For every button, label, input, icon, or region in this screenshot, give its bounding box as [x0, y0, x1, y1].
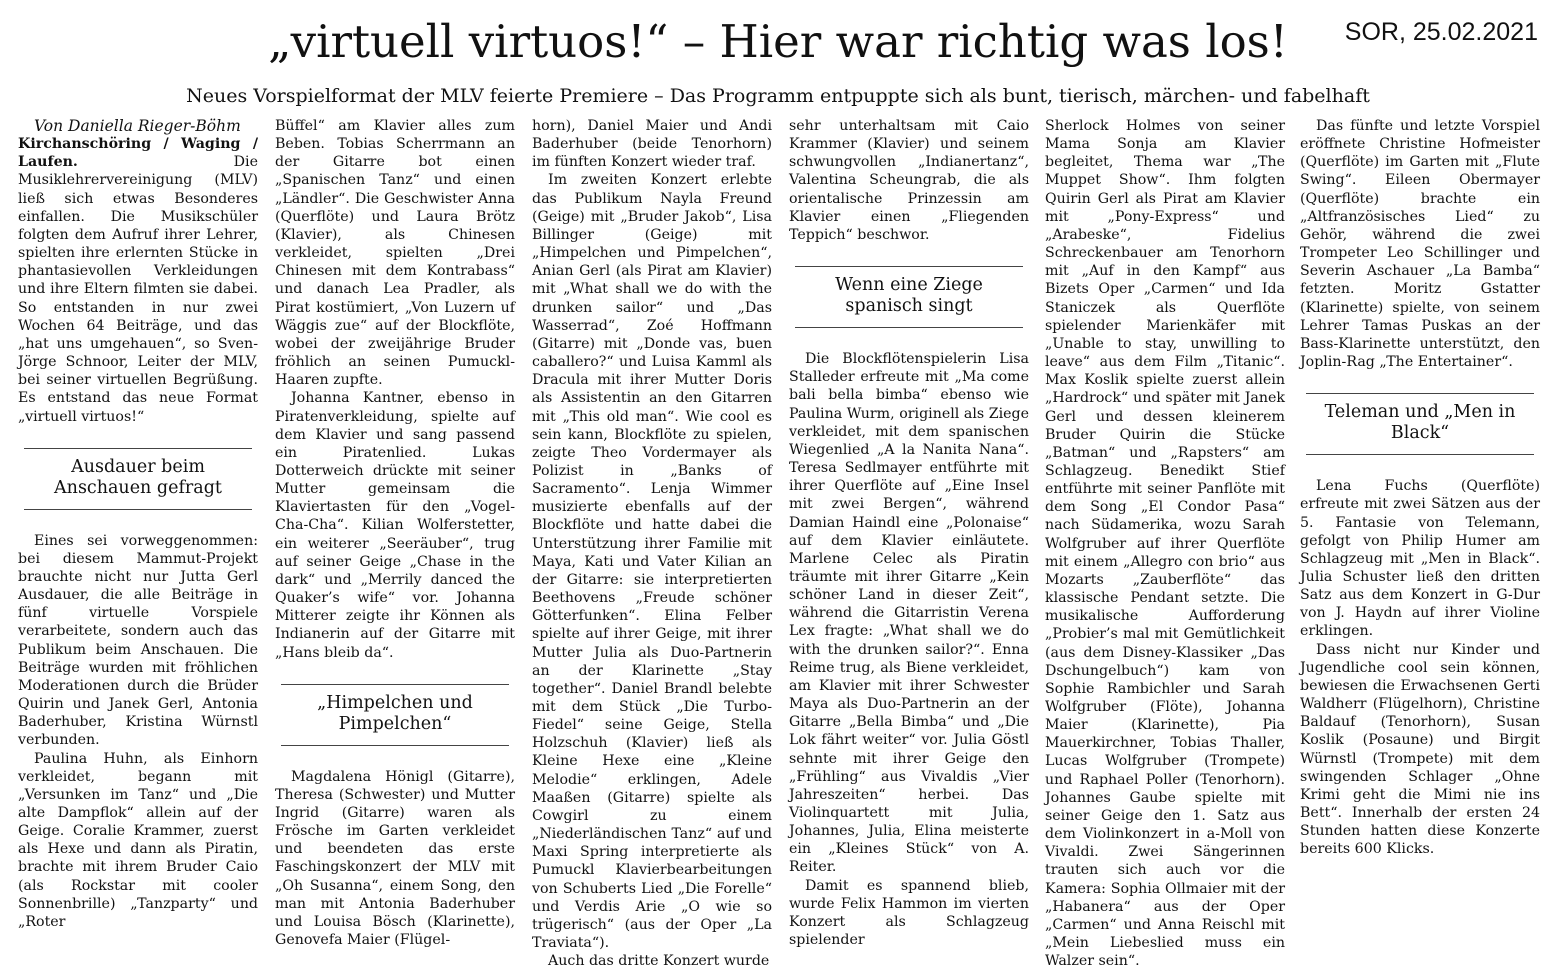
- lead-text: Die Musiklehrervereinigung (MLV) ließ sich etwas Besonderes einfallen. Die Musikschüler folgten dem Aufruf ihrer Lehrer, spielten ihre erlernten Stücke in phantasievollen Verkleidungen und ihre Eltern filmten sie dabei. So entstanden in nur zwei Wochen 64 Beiträge, und das „hat uns umgehauen“, so Sven-Jörge Schnoor, Leiter der MLV, bei seiner virtuellen Begrüßung. Es entstand das neue Format „virtuell virtuos!“: [18, 154, 258, 425]
- paragraph: Auch das dritte Konzert wurde: [548, 953, 770, 970]
- source-date: SOR, 25.02.2021: [1344, 18, 1538, 46]
- paragraph: Das fünfte und letzte Vorspiel eröffnete Christine Hofmeister (Querflöte) im Garten mit „Flute Swing“. Eileen Obermayer (Querflöte) brachte ein „Altfranzösisches Lied“ zu Gehör, während die zwei Trompeter Leo Schillinger und Severin Aschauer „La Bamba“ fetzten. Moritz Gstatter (Klarinette) spielte, von seinem Lehrer Tamas Puskas an der Bass-Klarinette unterstützt, den Joplin-Rag „The Entertainer“.: [1300, 118, 1540, 371]
- column-3: [532, 117, 772, 970]
- subhead-himpelchen: „Himpelchen und Pimpelchen“: [281, 684, 509, 746]
- paragraph: Sherlock Holmes von seiner Mama Sonja am Klavier begleitet, Thema war „The Muppet Show“. Ihm folgten Quirin Gerl als Pirat am Klavier mit „Pony-Express“ und „Arabeske“, Fidelius Schreckenbauer am Tenorhorn mit „Auf in den Kampf“ aus Bizets Oper „Carmen“ und Ida Staniczek als Querflöte spielender Marienkäfer mit „Unable to stay, unwilling to leave“ aus dem Film „Titanic“. Max Koslik spielte zuerst allein „Hardrock“ und später mit Janek Gerl und dessen kleinerem Bruder Quirin die Stücke „Batman“ und „Rapsters“ am Schlagzeug. Benedikt Stief entführte mit seiner Panflöte mit dem Song „El Condor Pasa“ nach Südamerika, wozu Sarah Wolfgruber auf ihrer Querflöte mit einem „Allegro con brio“ aus Mozarts „Zauberflöte“ das klassische Pendant setzte. Die musikalische Aufforderung „Probier’s mal mit Gemütlichkeit (aus dem Disney-Klassiker „Das Dschungelbuch“) kam von Sophie Rambichler und Sarah Wolfgruber (Flöte), Johanna Maier (Klarinette), Pia Mauerkirchner, Tobias Thaller, Lucas Wolfgruber (Trompete) und Raphael Poller (Tenorhorn). Johannes Gaube spielte mit seiner Geige den 1. Satz aus dem Violinkonzert in a-Moll von Vivaldi. Zwei Sängerinnen trauten sich auch vor die Kamera: Sophia Ollmaier mit der „Habanera“ aus der Oper „Carmen“ und Anna Reischl mit „Mein Liebeslied muss ein Walzer sein“.: [1045, 118, 1285, 970]
- column-4: [789, 117, 1029, 949]
- paragraph: horn), Daniel Maier und Andi Baderhuber (beide Tenorhorn) im fünften Konzert wieder traf.: [532, 118, 772, 171]
- paragraph: Damit es spannend blieb, wurde Felix Hammon im vierten Konzert als Schlagzeug spielender: [789, 877, 1029, 949]
- column-5: [1045, 117, 1285, 970]
- byline: Von Daniella Rieger-Böhm: [34, 117, 241, 135]
- headline: „virtuell virtuos!“ – Hier war richtig was los!: [268, 15, 1288, 68]
- paragraph: Lena Fuchs (Querflöte) erfreute mit zwei Sätzen aus der 5. Fantasie von Telemann, gefolgt von Philip Humer am Schlagzeug mit „Men in Black“. Julia Schuster ließ den dritten Satz aus dem Konzert in G-Dur von J. Haydn auf ihrer Violine erklingen.: [1300, 478, 1540, 640]
- subhead-ziege: Wenn eine Ziege spanisch singt: [795, 266, 1023, 328]
- column-2: [275, 117, 515, 949]
- paragraph: Dass nicht nur Kinder und Jugendliche cool sein können, bewiesen die Erwachsenen Gerti Waldherr (Flügelhorn), Christine Baldauf (Tenorhorn), Susan Koslik (Posaune) und Birgit Würnstl (Trompete) mit dem swingenden Schlager „Ohne Krimi geht die Mimi nie ins Bett“. Innerhalb der ersten 24 Stunden hatten diese Konzerte bereits 600 Klicks.: [1300, 641, 1540, 858]
- paragraph: Im zweiten Konzert erlebte das Publikum Nayla Freund (Geige) mit „Bruder Jakob“, Lisa Billinger (Geige) mit „Himpelchen und Pimpelchen“, Anian Gerl (als Pirat am Klavier) mit „What shall we do with the drunken sailor“ und „Das Wasserrad“, Zoé Hoffmann (Gitarre) mit „Donde vas, buen caballero?“ und Luisa Kamml als Dracula mit ihrer Mutter Doris als Assistentin an den Gitarren mit „This old man“. Wie cool es sein kann, Blockflöte zu spielen, zeigte Theo Vordermayer als Polizist in „Banks of Sacramento“. Lenja Wimmer musizierte ebenfalls auf der Blockflöte und hatte dabei die Unterstützung ihrer Familie mit Maya, Kati und Vater Kilian an der Gitarre: sie interpretierten Beethovens „Freude schöner Götterfunken“. Elina Felber spielte auf ihrer Geige, mit ihrer Mutter Julia als Duo-Partnerin an der Klarinette „Stay together“. Daniel Brandl belebte mit dem Stück „Die Turbo-Fiedel“ seine Geige, Stella Holzschuh (Klavier) ließ als Kleine Hexe eine „Kleine Melodie“ erklingen, Adele Maaßen (Gitarre) spielte als Cowgirl zu einem „Niederländischen Tanz“ auf und Maxi Spring interpretierte als Pumuckl Klavierbearbeitungen von Schuberts Lied „Die Forelle“ und Verdis Arie „O wie so trügerisch“ (aus der Oper „La Traviata“).: [532, 172, 772, 952]
- column-1: [18, 117, 258, 930]
- paragraph: Magdalena Hönigl (Gitarre), Theresa (Schwester) und Mutter Ingrid (Gitarre) waren als Frösche im Garten verkleidet und beendeten das erste Faschingskonzert der MLV mit „Oh Susanna“, einem Song, den man mit Antonia Baderhuber und Louisa Bösch (Klarinette), Genovefa Maier (Flügel-: [275, 768, 515, 949]
- paragraph: sehr unterhaltsam mit Caio Krammer (Klavier) und seinem schwungvollen „Indianertanz“, Valentina Scheungrab, die als orientalische Prinzessin am Klavier einen „Fliegenden Teppich“ beschwor.: [789, 118, 1029, 243]
- subhead-teleman: Teleman und „Men in Black“: [1306, 393, 1534, 455]
- subhead-ausdauer: Ausdauer beim Anschauen gefragt: [24, 448, 252, 510]
- lead-place: Kirchanschöring / Waging / Laufen.: [18, 136, 258, 171]
- paragraph: Die Blockflötenspielerin Lisa Stalleder erfreute mit „Ma come bali bella bimba“ ebenso wie Paulina Wurm, originell als Ziege verkleidet, mit dem spanischen Wiegenlied „A la Nanita Nana“. Teresa Sedlmayer entführte mit ihrer Querflöte auf „Eine Insel mit zwei Bergen“, während Damian Haindl eine „Polonaise“ auf dem Klavier einläutete. Marlene Celec als Piratin träumte mit ihrer Gitarre „Kein schöner Land in dieser Zeit“, während die Gitarristin Verena Lex fragte: „What shall we do with the drunken sailor?“. Enna Reime trug, als Biene verkleidet, am Klavier mit ihrer Schwester Maya als Duo-Partnerin an der Gitarre „Bella Bimba“ und „Die Lok fährt weiter“ vor. Julia Göstl sehnte mit ihrer Geige den „Frühling“ aus Vivaldis „Vier Jahreszeiten“ herbei. Das Violinquartett mit Julia, Johannes, Julia, Elina meisterte ein „Kleines Stück“ von A. Reiter.: [789, 351, 1029, 876]
- subtitle: Neues Vorspielformat der MLV feierte Premiere – Das Programm entpuppte sich als bunt, tierisch, märchen- und fabelhaft: [186, 85, 1370, 107]
- paragraph: Eines sei vorweggenommen: bei diesem Mammut-Projekt brauchte nicht nur Jutta Gerl Ausdauer, die alle Beiträge in fünf virtuelle Vorspiele verarbeitete, sondern auch das Publikum beim Anschauen. Die Beiträge wurden mit fröhlichen Moderationen durch die Brüder Quirin und Janek Gerl, Antonia Baderhuber, Kristina Würnstl verbunden.: [18, 532, 258, 749]
- paragraph: Büffel“ am Klavier alles zum Beben. Tobias Scherrmann an der Gitarre bot einen „Spanischen Tanz“ und einen „Ländler“. Die Geschwister Anna (Querflöte) und Laura Brötz (Klavier), als Chinesen verkleidet, spielten „Drei Chinesen mit dem Kontrabass“ und danach Lea Pradler, als Pirat kostümiert, „Von Luzern uf Wäggis zue“ auf der Blockflöte, wobei der zweijährige Bruder fröhlich an seinen Pumuckl-Haaren zupfte.: [275, 118, 515, 389]
- paragraph: Paulina Huhn, als Einhorn verkleidet, begann mit „Versunken im Tanz“ und „Die alte Dampflok“ allein auf der Geige. Coralie Krammer, zuerst als Hexe und dann als Piratin, brachte mit ihrem Bruder Caio (als Rockstar mit cooler Sonnenbrille) „Tanzparty“ und „Roter: [18, 750, 258, 930]
- paragraph: Johanna Kantner, ebenso in Piratenverkleidung, spielte auf dem Klavier und sang passend ein Piratenlied. Lukas Dotterweich drückte mit seiner Mutter gemeinsam die Klaviertasten für den „Vogel-Cha-Cha“. Kilian Wolferstetter, ein weiterer „Seeräuber“, trug auf seiner Geige „Chase in the dark“ und „Merrily danced the Quaker’s wife“ vor. Johanna Mitterer zeigte ihr Können als Indianerin auf der Gitarre mit „Hans bleib da“.: [275, 390, 515, 661]
- column-6: [1300, 117, 1540, 902]
- lead-paragraph: [18, 135, 258, 426]
